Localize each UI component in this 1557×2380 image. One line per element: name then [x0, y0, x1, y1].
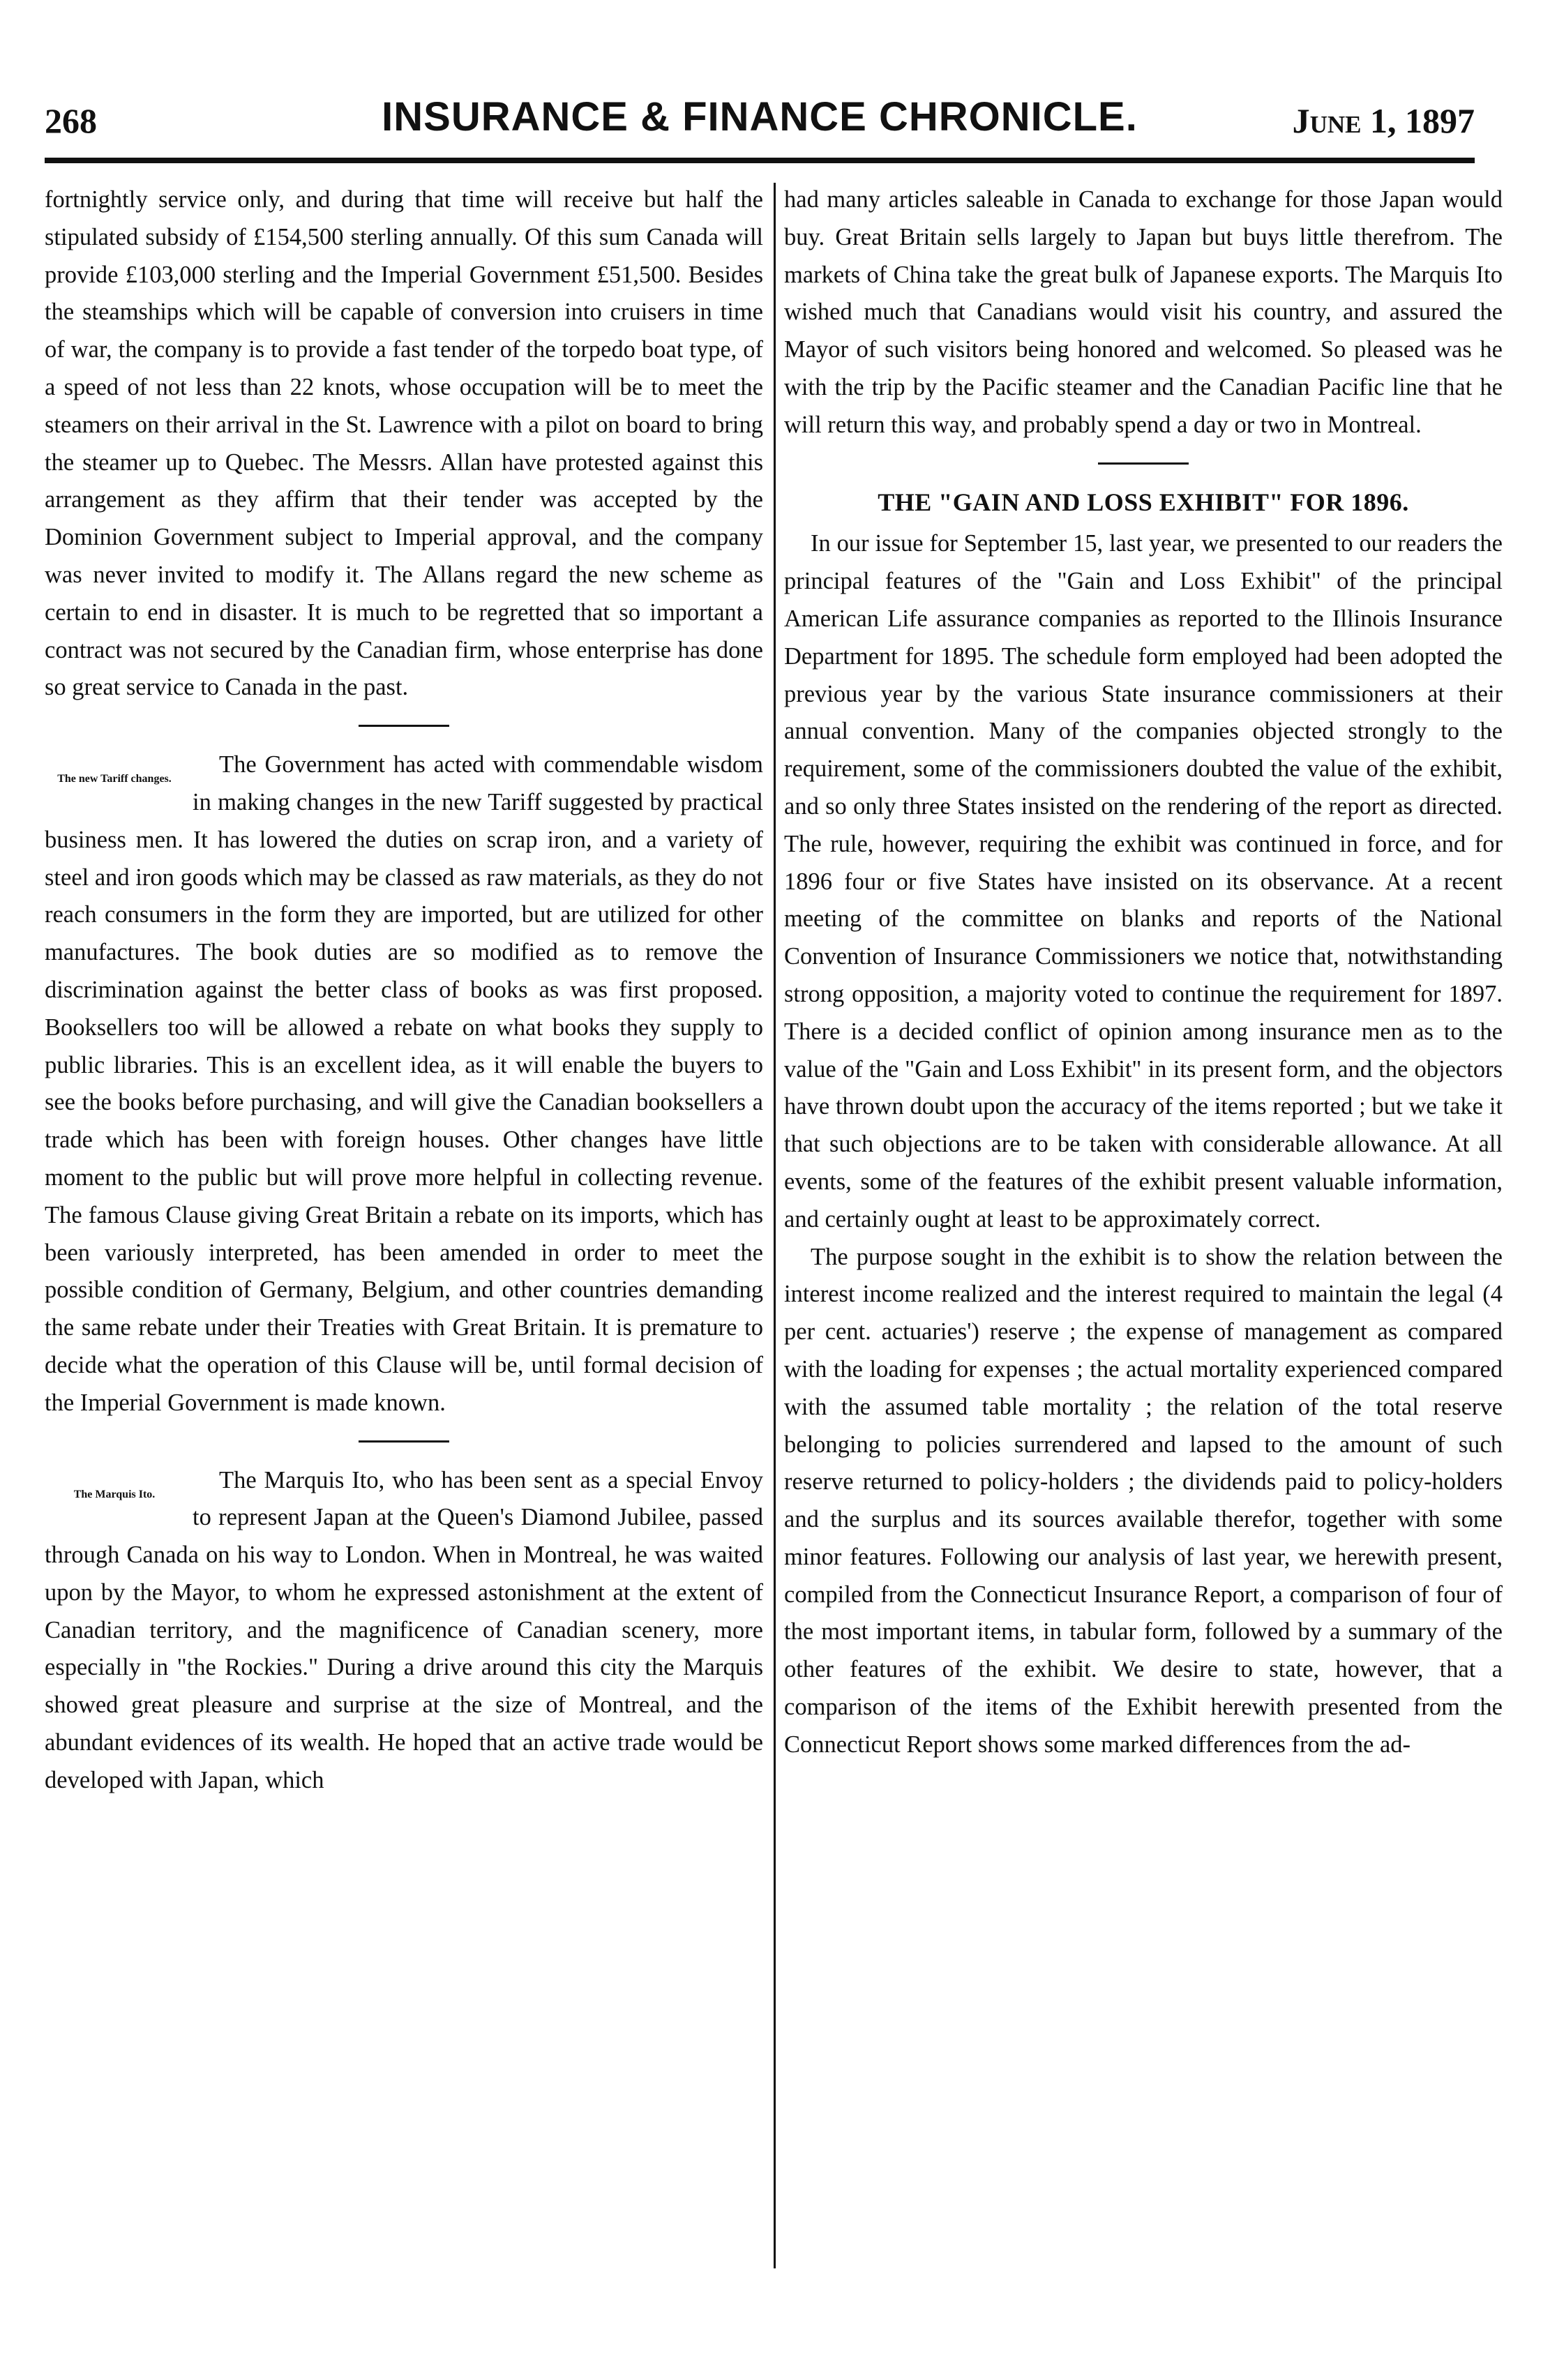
publication-title: INSURANCE & FINANCE CHRONICLE.: [382, 94, 1138, 140]
side-heading-tariff: The new Tariff changes.: [57, 773, 172, 785]
article-paragraph: The purpose sought in the exhibit is to show the relation between the interest income realized and the interest required to maintain the legal (4 per cent. actuaries') reserve ; the expense of management as compared with the loading for expenses ; the actual mortality experienced compared with the assumed table mortality ; the relation of the total reserve belonging to policies surrendered and lapsed to the amount of such reserve returned to policy-holders ; the dividends paid to policy-holders and the surplus and its sources available therefor, together with some minor features. Following our analysis of last year, we herewith present, compiled from the Connecticut Insurance Report, a comparison of four of the most important items, in tabular form, followed by a summary of the other features of the exhibit. We desire to state, however, that a comparison of the items of the Exhibit herewith presented from the Connecticut Report shows some marked differences from the ad-: [784, 1243, 1503, 1758]
header-rule: [45, 158, 1475, 163]
running-header: [45, 91, 1475, 153]
left-column: [45, 181, 763, 2302]
page-number: 268: [45, 101, 97, 140]
article-paragraph: In our issue for September 15, last year, we presented to our readers the principal features of the "Gain and Loss Exhibit" of the principal American Life assurance companies as reported to the Illinois Insurance Department for 1895. The schedule form employed had been adopted the previous year by the various State insurance commissioners at their annual convention. Many of the companies objected strongly to the requirement, some of the commissioners doubted the value of the exhibit, and so only three States insisted on the rendering of the report as directed. The rule, however, requiring the exhibit was continued in force, and for 1896 four or five States have insisted on its observance. At a recent meeting of the committee on blanks and reports of the National Convention of Insurance Commissioners we notice that, notwithstanding strong opposition, a majority voted to continue the requirement for 1897. There is a decided conflict of opinion among insurance men as to the value of the "Gain and Loss Exhibit" in its present form, and the objectors have thrown doubt upon the accuracy of the items reported ; but we take it that such objections are to be taken with considerable allowance. At all events, some of the features of the exhibit present valuable information, and certainly ought at least to be approximately correct.: [784, 530, 1503, 1233]
article-paragraph: The Marquis Ito, who has been sent as a special Envoy to represent Japan at the Queen's Diamond Jubilee, passed through Canada on his way to London. When in Montreal, he was waited upon by the Mayor, to whom he expressed astonishment at the extent of Canadian territory, and the magnificence of Canadian scenery, more especially in "the Rockies." During a drive around this city the Marquis showed great pleasure and surprise at the size of Montreal, and the abundant evidences of its wealth. He hoped that an active trade would be developed with Japan, which: [45, 1466, 763, 1793]
article-separator: [359, 1440, 449, 1443]
article-separator: [1098, 462, 1189, 465]
right-column: [784, 181, 1503, 2302]
side-heading-marquis-ito: The Marquis Ito.: [73, 1488, 156, 1500]
article-paragraph: had many articles saleable in Canada to exchange for those Japan would buy. Great Britain sells largely to Japan but buys little therefrom. The markets of China take the great bulk of Japanese exports. The Marquis Ito wished much that Canadians would visit his country, and assured the Mayor of such visitors being honored and welcomed. So pleased was he with the trip by the Pacific steamer and the Canadian Pacific line that he will return this way, and probably spend a day or two in Montreal.: [784, 186, 1503, 438]
article-separator: [359, 725, 449, 727]
section-title: THE "GAIN AND LOSS EXHIBIT" FOR 1896.: [878, 488, 1409, 516]
issue-date: June 1, 1897: [1292, 101, 1475, 140]
article-paragraph: The Government has acted with commendable wisdom in making changes in the new Tariff suggested by practical business men. It has lowered the duties on scrap iron, and a variety of steel and iron goods which may be classed as raw materials, as they do not reach consumers in the form they are imported, but are utilized for other manufactures. The book duties are so modified as to remove the discrimination against the better class of books as was first proposed. Booksellers too will be allowed a rebate on what books they supply to public libraries. This is an excellent idea, as it will enable the buyers to see the books before purchasing, and will give the Canadian booksellers a trade which has been with foreign houses. Other changes have little moment to the public but will prove more helpful in collecting revenue. The famous Clause giving Great Britain a rebate on its imports, which has been variously interpreted, has been amended in order to meet the possible condition of Germany, Belgium, and other countries demanding the same rebate under their Treaties with Great Britain. It is premature to decide what the operation of this Clause will be, until formal decision of the Imperial Government is made known.: [45, 751, 763, 1416]
column-divider: [774, 183, 776, 2268]
article-paragraph: fortnightly service only, and during that time will receive but half the stipulated subsidy of £154,500 sterling annually. Of this sum Canada will provide £103,000 sterling and the Imperial Government £51,500. Besides the steamships which will be capable of conversion into cruisers in time of war, the company is to provide a fast tender of the torpedo boat type, of a speed of not less than 22 knots, whose occupation will be to meet the steamers on their arrival in the St. Lawrence with a pilot on board to bring the steamer up to Quebec. The Messrs. Allan have protested against this arrangement as they affirm that their tender was accepted by the Dominion Government subject to Imperial approval, and the company was never invited to modify it. The Allans regard the new scheme as certain to end in disaster. It is much to be regretted that so important a contract was not secured by the Canadian firm, whose enterprise has done so great service to Canada in the past.: [45, 186, 763, 701]
